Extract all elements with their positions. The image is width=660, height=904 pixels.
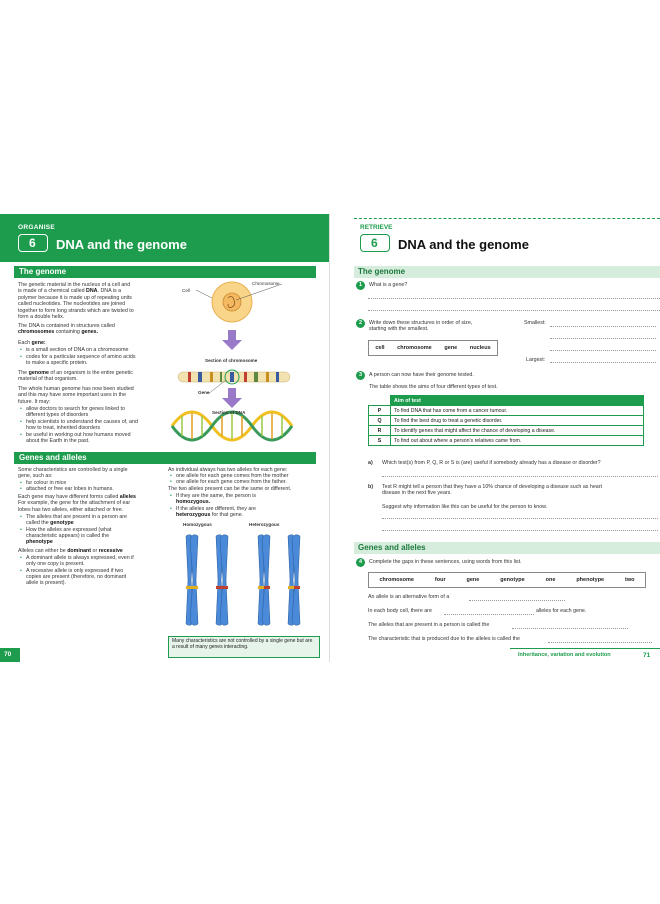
word-bank-box [368,572,646,588]
genotype-bullet: • The alleles that are present in a person are [20,514,168,520]
phenotype-bullet: • How the alleles are expressed (what [20,527,168,533]
question-text: Complete the gaps in these sentences, using words from this list. [369,559,522,565]
arrow-down-icon [222,388,242,408]
word: chromosome [379,577,414,583]
section-of-chromosome-label: Section of chromosome [205,358,258,363]
alleles-intro: Some characteristics are controlled by a single gene, such as: [18,467,128,480]
word: two [625,577,635,583]
book-spread [0,214,660,662]
dna-helix-illustration [172,412,292,440]
answer-line[interactable] [368,310,660,311]
dominant-recessive-line: Alleles can either be dominant or recessive [18,548,123,554]
word: cell [375,345,385,351]
table-intro: The table shows the aims of four different types of test. [369,384,498,390]
section-heading-alleles: Genes and alleles [14,452,316,464]
heterozygous-bullet: • If the alleles are different, they are [170,506,324,512]
future-use-bullet: • be useful in working out how humans moved [20,432,178,438]
gap-blank[interactable] [512,628,628,629]
gap-sentence: In each body cell, there are [368,608,432,614]
question-text: Write down these structures in order of size, starting with the smallest. [369,320,473,333]
page-number: 71 [643,652,651,659]
question-number: 3 [356,371,365,380]
section-heading-alleles: Genes and alleles [354,542,660,554]
genome-diagram [170,276,330,452]
recessive-bullet: • A recessive allele is only expressed if two [20,568,168,574]
chromosome-section-illustration [178,370,290,384]
recessive-bullet-cont: allele is present). [26,580,67,586]
homozygous-term: homozygous. [176,499,211,505]
characteristic-bullet: • fur colour in mice [20,480,168,486]
human-genome-paragraph: The whole human genome has now been studied and this may have some important uses in the future. It may: [18,386,134,405]
word: chromosome [397,345,432,351]
phenotype-bullet-cont: characteristic appears) is called the [26,533,110,539]
dominant-bullet: • A dominant allele is always expressed, even if [20,555,168,561]
retrieve-label: RETRIEVE [360,224,393,231]
word: genotype [500,577,525,583]
nucleus-illustration [223,293,241,311]
question-text: What is a gene? [369,282,408,288]
genotype-bullet-cont: called the genotype [26,520,74,526]
chromosome-paragraph: The DNA is contained in structures called chromosomes containing genes. [18,323,115,336]
future-use-cont: how to treat, inherited disorders [26,425,101,431]
tests-table [368,395,644,446]
question-text: Which test(s) from P, Q, R or S is (are) useful if somebody already has a disease or disorder? [382,460,601,466]
genome-definition: The genome of an organism is the entire genetic material of that organism. [18,370,133,383]
section-of-dna-label: Section of DNA [212,410,246,415]
gap-sentence: The alleles that are present in a person is called the [368,622,490,628]
answer-line[interactable] [550,362,656,363]
father-bullet: • one allele for each gene comes from the father. [170,479,324,485]
chromosome-pairs-diagram [168,530,324,634]
gene-bullet-cont: to make a specific protein. [26,360,88,366]
page-title: DNA and the genome [56,237,187,252]
future-use-bullet: • help scientists to understand the causes of, and [20,419,178,425]
two-alleles-text: An individual always has two alleles for each gene: [168,467,288,473]
answer-line[interactable] [368,298,660,299]
answer-line[interactable] [382,476,658,477]
table-row: S To find out about where a person's relatives came from. [369,436,644,446]
section-heading-genome: The genome [14,266,316,278]
table-row: P To find DNA that has come from a cancer tumour. [369,406,644,416]
part-label: b) [368,484,373,490]
word: phenotype [576,577,605,583]
answer-line[interactable] [550,338,656,339]
note-box: Many characteristics are not controlled by a single gene but are a result of many genes interacting. [168,636,320,658]
table-row: R To identify genes that might affect the chance of developing a disease. [369,426,644,436]
word: gene [444,345,458,351]
recessive-bullet-cont: copies are present (therefore, no dominant [26,574,127,580]
part-label: a) [368,460,373,466]
each-gene-heading: Each gene: [18,340,46,346]
gap-sentence-end: alleles for each gene. [536,608,587,614]
section-heading-genome: The genome [354,266,660,278]
footer-title: Inheritance, variation and evolution [518,652,611,658]
chromosome-label: Chromosome [252,281,280,286]
question-number: 1 [356,281,365,290]
gene-bullet: • codes for a particular sequence of amino acids [20,354,178,360]
cell-label: Cell [182,288,190,293]
gap-sentence: The characteristic that is produced due to the alleles is called the [368,636,520,642]
alleles-definition: Each gene may have different forms called alleles For example, the gene for the attachment of ear lobes has two alleles, either attached or free. [18,494,136,513]
chapter-number-badge: 6 [18,234,48,252]
word: one [545,577,556,583]
homozygous-label: Homozygous [183,522,212,527]
arrow-down-icon [222,330,242,350]
smallest-label: Smallest: [524,320,546,326]
page-footer [510,648,660,662]
gene-label: Gene [198,390,210,395]
gene-bullet: • is a small section of DNA on a chromosome [20,347,178,353]
future-use-cont: about the Earth in the past. [26,438,90,444]
gap-blank[interactable] [548,642,652,643]
largest-label: Largest: [526,357,546,363]
gap-sentence: An allele is an alternative form of a [368,594,450,600]
future-use-bullet: • allow doctors to search for genes linked to [20,406,178,412]
word: gene [466,577,480,583]
left-page [0,214,330,662]
answer-line[interactable] [550,350,656,351]
table-row: Q To find the best drug to treat a genetic disorder. [369,416,644,426]
homozygous-bullet: • If they are the same, the person is [170,493,324,499]
answer-line[interactable] [550,326,656,327]
answer-line[interactable] [382,530,658,531]
word: four [434,577,446,583]
heterozygous-term: heterozygous for that gene. [176,512,244,518]
page-number: 70 [0,648,20,662]
dominant-bullet-cont: only one copy is present. [26,561,85,567]
question-text: Suggest why information like this can be useful for the person to know. [382,504,548,510]
question-number: 4 [356,558,365,567]
structures-word-box [368,340,498,356]
characteristic-bullet: • attached or free ear lobes in humans. [20,486,168,492]
gap-blank[interactable] [469,600,565,601]
mother-bullet: • one allele for each gene comes from the mother [170,473,324,479]
answer-line[interactable] [382,518,658,519]
phenotype-bullet-cont: phenotype [26,539,53,545]
table-header: Aim of test [391,396,644,406]
page-title: DNA and the genome [398,237,529,252]
gap-blank[interactable] [444,614,534,615]
left-page-header [0,214,330,262]
heterozygous-label: Heterozygous [249,522,280,527]
genome-paragraph: The genetic material in the nucleus of a cell and is made of a chemical called DNA. DNA is a polymer because it is made up of repeating units called nucleotides. The nucleotides are joined together to form long strands which are twisted to form a double helix. [18,282,134,321]
question-number: 2 [356,319,365,328]
chapter-number-badge: 6 [360,234,390,252]
organise-label: ORGANISE [18,224,56,231]
future-use-cont: different types of disorders [26,412,89,418]
question-text: A person can now have their genome tested. [369,372,474,378]
word: nucleus [469,345,491,351]
same-different-text: The two alleles present can be the same or different. [168,486,292,492]
right-page [330,214,660,662]
question-text: Test R might tell a person that they have a 10% chance of developing a disease such as heart disease in the next five years. [382,484,602,497]
